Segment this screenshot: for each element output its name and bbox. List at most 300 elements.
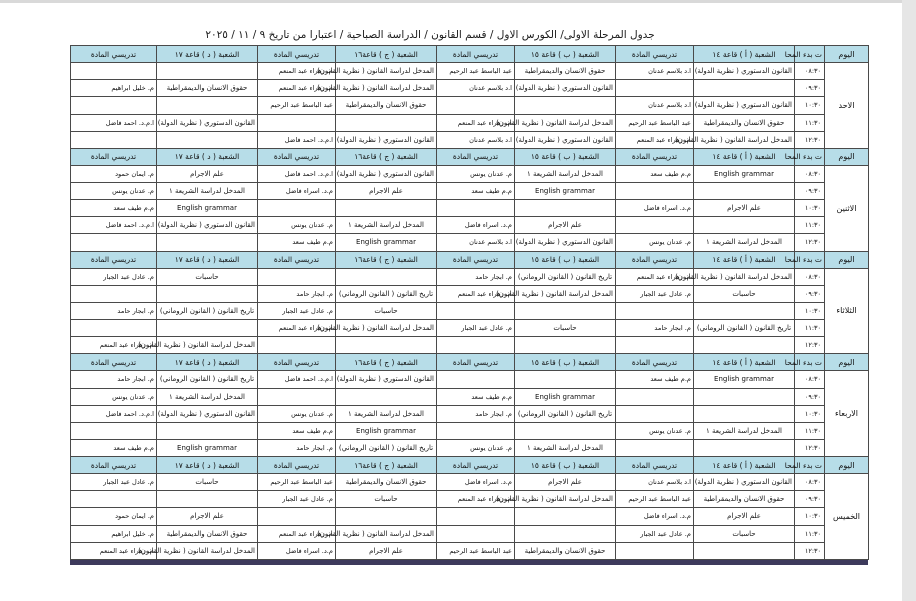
teacher-cell xyxy=(616,337,694,354)
teacher-header: تدريسي المادة xyxy=(71,354,157,371)
teacher-header: تدريسي المادة xyxy=(437,46,515,63)
schedule-row xyxy=(71,234,869,251)
subject-cell: حقوق الانسان والديمقراطية xyxy=(336,97,437,114)
subject-cell xyxy=(336,268,437,285)
teacher-cell xyxy=(258,268,336,285)
start-time: ١٠:٣٠ xyxy=(795,302,825,319)
start-time: ١٠:٣٠ xyxy=(795,200,825,217)
subject-cell: حقوق الانسان والديمقراطية xyxy=(694,114,795,131)
teacher-cell: م. زهراء عبد المنعم xyxy=(258,80,336,97)
teacher-cell xyxy=(616,405,694,422)
schedule-row xyxy=(71,217,869,234)
day-column-header: اليوم xyxy=(825,354,869,371)
subject-cell: المدخل لدراسة الشريعة ١ xyxy=(694,422,795,439)
subject-cell: حقوق الانسان والديمقراطية xyxy=(515,63,616,80)
teacher-cell: م. زهراء عبد المنعم xyxy=(437,114,515,131)
teacher-cell: م.م طيف سعد xyxy=(258,422,336,439)
subject-cell: القانون الدستوري ( نظرية الدولة) xyxy=(336,165,437,182)
section-header: الشعبة ( د ) قاعة ١٧ xyxy=(157,457,258,474)
schedule-row xyxy=(71,97,869,114)
subject-cell: القانون الدستوري ( نظرية الدولة) xyxy=(515,234,616,251)
teacher-cell xyxy=(437,200,515,217)
subject-cell: English grammar xyxy=(157,439,258,456)
subject-cell: تاريخ القانون ( القانون الروماني) xyxy=(336,439,437,456)
day-column-header: اليوم xyxy=(825,148,869,165)
subject-cell xyxy=(694,405,795,422)
teacher-cell xyxy=(437,422,515,439)
start-time: ٠٨:٣٠ xyxy=(795,165,825,182)
teacher-header: تدريسي المادة xyxy=(437,354,515,371)
section-header: الشعبة ( ج ) قاعة١٦ xyxy=(336,251,437,268)
day-column-header: اليوم xyxy=(825,457,869,474)
teacher-cell xyxy=(258,114,336,131)
subject-cell: المدخل لدراسة الشريعة ١ xyxy=(515,439,616,456)
start-time: ٠٨:٣٠ xyxy=(795,63,825,80)
subject-cell: English grammar xyxy=(336,234,437,251)
subject-cell: حاسبات xyxy=(157,474,258,491)
subject-cell: المدخل لدراسة القانون ( نظرية القانون) xyxy=(515,114,616,131)
teacher-cell: ا.د بلاسم عدنان xyxy=(616,474,694,491)
subject-cell: المدخل لدراسة القانون ( نظرية القانون) xyxy=(336,525,437,542)
teacher-cell: م. عادل عبد الجبار xyxy=(616,285,694,302)
subject-cell: English grammar xyxy=(694,371,795,388)
start-time: ٠٨:٣٠ xyxy=(795,268,825,285)
teacher-header: تدريسي المادة xyxy=(616,148,694,165)
subject-cell: English grammar xyxy=(694,165,795,182)
subject-cell: حاسبات xyxy=(336,302,437,319)
schedule-row xyxy=(71,131,869,148)
subject-cell: المدخل لدراسة الشريعة ١ xyxy=(336,405,437,422)
teacher-cell xyxy=(437,302,515,319)
subject-cell: المدخل لدراسة الشريعة ١ xyxy=(694,234,795,251)
teacher-header: تدريسي المادة xyxy=(437,457,515,474)
teacher-cell: م. عادل عبد الجبار xyxy=(258,302,336,319)
subject-cell: علم الاجرام xyxy=(157,508,258,525)
schedule-row xyxy=(71,320,869,337)
schedule-row xyxy=(71,371,869,388)
teacher-cell: ا.م.د. احمد فاضل xyxy=(71,405,157,422)
subject-cell xyxy=(694,337,795,354)
teacher-cell: ا.د بلاسم عدنان xyxy=(616,63,694,80)
viewer-scroll-gutter[interactable] xyxy=(902,0,916,601)
start-time: ١٠:٣٠ xyxy=(795,508,825,525)
time-column-header: ت بدء المحا xyxy=(795,148,825,165)
subject-cell: القانون الدستوري ( نظرية الدولة) xyxy=(157,114,258,131)
teacher-cell: ا.د بلاسم عدنان xyxy=(616,97,694,114)
teacher-cell: م. عادل عبد الجبار xyxy=(71,268,157,285)
teacher-cell xyxy=(71,63,157,80)
teacher-cell: ا.م.د. احمد فاضل xyxy=(71,114,157,131)
subject-cell: علم الاجرام xyxy=(694,200,795,217)
teacher-header: تدريسي المادة xyxy=(71,251,157,268)
teacher-cell: م.م طيف سعد xyxy=(437,183,515,200)
subject-cell: تاريخ القانون ( القانون الروماني) xyxy=(515,405,616,422)
subject-cell xyxy=(515,525,616,542)
document-title: جدول المرحلة الاولى/ الكورس الاول / قسم القانون / الدراسة الصباحية / اعتبارا من تاريخ ٩ / ١١ / ٢٠٢٥ xyxy=(205,29,655,41)
teacher-cell xyxy=(437,97,515,114)
teacher-cell: ا.م.د. احمد فاضل xyxy=(258,165,336,182)
subject-cell: القانون الدستوري ( نظرية الدولة) xyxy=(336,131,437,148)
subject-cell: المدخل لدراسة القانون ( نظرية القانون) xyxy=(157,542,258,559)
subject-cell: المدخل لدراسة القانون ( نظرية القانون) xyxy=(157,337,258,354)
start-time: ٠٩:٣٠ xyxy=(795,388,825,405)
start-time: ١٢:٣٠ xyxy=(795,542,825,559)
subject-cell xyxy=(336,508,437,525)
subject-cell xyxy=(515,302,616,319)
teacher-cell: م.د. اسراء فاضل xyxy=(258,183,336,200)
schedule-row xyxy=(71,80,869,97)
teacher-cell: م.م طيف سعد xyxy=(71,439,157,456)
teacher-cell xyxy=(258,388,336,405)
header-row xyxy=(71,148,869,165)
subject-cell: تاريخ القانون ( القانون الروماني) xyxy=(515,268,616,285)
teacher-cell xyxy=(71,422,157,439)
subject-cell xyxy=(157,320,258,337)
start-time: ١٢:٣٠ xyxy=(795,439,825,456)
time-column-header: ت بدء المحا xyxy=(795,251,825,268)
schedule-row xyxy=(71,405,869,422)
subject-cell: علم الاجرام xyxy=(515,217,616,234)
subject-cell: حاسبات xyxy=(157,268,258,285)
teacher-cell xyxy=(437,525,515,542)
day-column-header: اليوم xyxy=(825,46,869,63)
subject-cell: القانون الدستوري ( نظرية الدولة) xyxy=(157,217,258,234)
schedule-row xyxy=(71,183,869,200)
teacher-cell: م.د. اسراء فاضل xyxy=(437,217,515,234)
subject-cell xyxy=(157,285,258,302)
schedule-row xyxy=(71,542,869,559)
subject-cell: English grammar xyxy=(515,183,616,200)
teacher-cell: م.م طيف سعد xyxy=(258,234,336,251)
teacher-cell: م. خليل ابراهيم xyxy=(71,525,157,542)
subject-cell: علم الاجرام xyxy=(336,183,437,200)
section-header: الشعبة ( د ) قاعة ١٧ xyxy=(157,46,258,63)
teacher-cell: م.م طيف سعد xyxy=(437,388,515,405)
subject-cell: القانون الدستوري ( نظرية الدولة) xyxy=(157,405,258,422)
subject-cell: حقوق الانسان والديمقراطية xyxy=(694,491,795,508)
teacher-cell: م. ابجار حامد xyxy=(437,405,515,422)
teacher-cell: ا.م.د. احمد فاضل xyxy=(258,371,336,388)
teacher-cell: عبد الباسط عبد الرحيم xyxy=(258,97,336,114)
subject-cell: حقوق الانسان والديمقراطية xyxy=(157,80,258,97)
subject-cell: English grammar xyxy=(336,422,437,439)
schedule-row xyxy=(71,422,869,439)
header-row xyxy=(71,457,869,474)
schedule-row xyxy=(71,337,869,354)
subject-cell: علم الاجرام xyxy=(336,542,437,559)
teacher-cell: م. زهراء عبد المنعم xyxy=(437,491,515,508)
start-time: ٠٩:٣٠ xyxy=(795,183,825,200)
teacher-cell xyxy=(71,320,157,337)
section-header: الشعبة ( ب ) قاعة ١٥ xyxy=(515,251,616,268)
start-time: ٠٨:٣٠ xyxy=(795,371,825,388)
subject-cell: المدخل لدراسة القانون ( نظرية القانون) xyxy=(336,80,437,97)
teacher-cell: عبد الباسط عبد الرحيم xyxy=(437,63,515,80)
day-name: الاثنين xyxy=(825,165,869,251)
subject-cell: القانون الدستوري ( نظرية الدولة) xyxy=(515,131,616,148)
teacher-header: تدريسي المادة xyxy=(258,251,336,268)
teacher-cell xyxy=(616,388,694,405)
subject-cell: المدخل لدراسة القانون ( نظرية القانون) xyxy=(694,131,795,148)
schedule-row xyxy=(71,525,869,542)
subject-cell: المدخل لدراسة الشريعة ١ xyxy=(157,388,258,405)
subject-cell xyxy=(336,388,437,405)
teacher-cell xyxy=(437,371,515,388)
teacher-cell: م. عادل عبد الجبار xyxy=(71,474,157,491)
teacher-header: تدريسي المادة xyxy=(437,251,515,268)
section-header: الشعبة ( د ) قاعة ١٧ xyxy=(157,354,258,371)
subject-cell: حقوق الانسان والديمقراطية xyxy=(157,525,258,542)
teacher-cell: م. زهراء عبد المنعم xyxy=(71,337,157,354)
subject-cell: علم الاجرام xyxy=(694,508,795,525)
teacher-cell: ا.د بلاسم عدنان xyxy=(437,234,515,251)
teacher-cell: م. زهراء عبد المنعم xyxy=(437,285,515,302)
teacher-cell xyxy=(616,183,694,200)
start-time: ٠٩:٣٠ xyxy=(795,80,825,97)
section-header: الشعبة ( ب ) قاعة ١٥ xyxy=(515,457,616,474)
subject-cell xyxy=(157,63,258,80)
subject-cell: القانون الدستوري ( نظرية الدولة) xyxy=(694,63,795,80)
subject-cell xyxy=(694,302,795,319)
teacher-cell: ا.م.د. احمد فاضل xyxy=(71,217,157,234)
section-header: الشعبة ( ج ) قاعة١٦ xyxy=(336,148,437,165)
teacher-cell: م. ايمان حمود xyxy=(71,508,157,525)
teacher-header: تدريسي المادة xyxy=(616,251,694,268)
start-time: ١١:٣٠ xyxy=(795,217,825,234)
schedule-row xyxy=(71,474,869,491)
subject-cell: المدخل لدراسة القانون ( نظرية القانون) xyxy=(515,285,616,302)
subject-cell: تاريخ القانون ( القانون الروماني) xyxy=(336,285,437,302)
schedule-row xyxy=(71,165,869,182)
start-time: ١٠:٣٠ xyxy=(795,405,825,422)
teacher-cell xyxy=(437,508,515,525)
subject-cell xyxy=(157,491,258,508)
subject-cell xyxy=(515,200,616,217)
section-header: الشعبة ( أ ) قاعة ١٤ xyxy=(694,148,795,165)
subject-cell: المدخل لدراسة القانون ( نظرية القانون) xyxy=(515,491,616,508)
teacher-cell: م. عدنان يونس xyxy=(437,165,515,182)
subject-cell: حقوق الانسان والديمقراطية xyxy=(336,474,437,491)
subject-cell: المدخل لدراسة القانون ( نظرية القانون) xyxy=(336,63,437,80)
teacher-cell: عبد الباسط عبد الرحيم xyxy=(616,491,694,508)
subject-cell xyxy=(336,200,437,217)
teacher-cell: م. عادل عبد الجبار xyxy=(616,525,694,542)
header-row xyxy=(71,251,869,268)
section-header: الشعبة ( ج ) قاعة١٦ xyxy=(336,46,437,63)
subject-cell xyxy=(694,439,795,456)
teacher-cell: م. ابجار حامد xyxy=(71,302,157,319)
subject-cell: علم الاجرام xyxy=(157,165,258,182)
teacher-cell: م. ابجار حامد xyxy=(258,439,336,456)
teacher-cell: م. عدنان يونس xyxy=(616,422,694,439)
section-header: الشعبة ( ب ) قاعة ١٥ xyxy=(515,46,616,63)
teacher-header: تدريسي المادة xyxy=(616,46,694,63)
teacher-cell: عبد الباسط عبد الرحيم xyxy=(616,114,694,131)
teacher-header: تدريسي المادة xyxy=(437,148,515,165)
time-column-header: ت بدء المحا xyxy=(795,46,825,63)
teacher-cell: م.د. اسراء فاضل xyxy=(616,200,694,217)
document-footer-band xyxy=(70,560,868,565)
section-header: الشعبة ( د ) قاعة ١٧ xyxy=(157,148,258,165)
day-name: الثلاثاء xyxy=(825,268,869,354)
start-time: ٠٩:٣٠ xyxy=(795,491,825,508)
teacher-cell: م.د. اسراء فاضل xyxy=(616,508,694,525)
teacher-cell: م. عدنان يونس xyxy=(71,183,157,200)
subject-cell: علم الاجرام xyxy=(515,474,616,491)
start-time: ١٢:٣٠ xyxy=(795,337,825,354)
subject-cell xyxy=(694,183,795,200)
teacher-cell: م. زهراء عبد المنعم xyxy=(258,320,336,337)
schedule-row xyxy=(71,114,869,131)
teacher-cell xyxy=(258,200,336,217)
teacher-cell: م. زهراء عبد المنعم xyxy=(258,63,336,80)
schedule-row xyxy=(71,388,869,405)
teacher-cell: م. عدنان يونس xyxy=(258,405,336,422)
teacher-cell: م.م طيف سعد xyxy=(71,200,157,217)
teacher-cell xyxy=(71,285,157,302)
teacher-header: تدريسي المادة xyxy=(258,457,336,474)
header-row xyxy=(71,46,869,63)
subject-cell: المدخل لدراسة القانون ( نظرية القانون) xyxy=(694,268,795,285)
section-header: الشعبة ( أ ) قاعة ١٤ xyxy=(694,46,795,63)
teacher-header: تدريسي المادة xyxy=(258,354,336,371)
subject-cell: القانون الدستوري ( نظرية الدولة) xyxy=(694,97,795,114)
subject-cell: المدخل لدراسة الشريعة ١ xyxy=(515,165,616,182)
teacher-cell: م. عدنان يونس xyxy=(258,217,336,234)
schedule-row xyxy=(71,285,869,302)
teacher-cell xyxy=(258,337,336,354)
start-time: ١١:٣٠ xyxy=(795,114,825,131)
subject-cell xyxy=(157,234,258,251)
subject-cell xyxy=(515,371,616,388)
time-column-header: ت بدء المحا xyxy=(795,354,825,371)
schedule-row xyxy=(71,200,869,217)
subject-cell: English grammar xyxy=(515,388,616,405)
subject-cell: المدخل لدراسة القانون ( نظرية القانون) xyxy=(336,320,437,337)
schedule-row xyxy=(71,268,869,285)
schedule-table xyxy=(70,45,869,560)
section-header: الشعبة ( أ ) قاعة ١٤ xyxy=(694,354,795,371)
subject-cell: حاسبات xyxy=(694,525,795,542)
subject-cell: حاسبات xyxy=(515,320,616,337)
subject-cell: القانون الدستوري ( نظرية الدولة) xyxy=(336,371,437,388)
teacher-cell xyxy=(616,302,694,319)
section-header: الشعبة ( أ ) قاعة ١٤ xyxy=(694,457,795,474)
section-header: الشعبة ( ب ) قاعة ١٥ xyxy=(515,354,616,371)
schedule-row xyxy=(71,491,869,508)
teacher-cell xyxy=(71,491,157,508)
subject-cell: تاريخ القانون ( القانون الروماني) xyxy=(157,371,258,388)
subject-cell xyxy=(694,388,795,405)
start-time: ١١:٣٠ xyxy=(795,422,825,439)
teacher-cell xyxy=(616,439,694,456)
teacher-cell xyxy=(71,131,157,148)
subject-cell xyxy=(157,422,258,439)
teacher-cell: م. ابجار حامد xyxy=(616,320,694,337)
teacher-cell xyxy=(258,508,336,525)
start-time: ٠٩:٣٠ xyxy=(795,285,825,302)
section-header: الشعبة ( ج ) قاعة١٦ xyxy=(336,354,437,371)
start-time: ١١:٣٠ xyxy=(795,525,825,542)
subject-cell xyxy=(157,131,258,148)
time-column-header: ت بدء المحا xyxy=(795,457,825,474)
teacher-header: تدريسي المادة xyxy=(616,457,694,474)
teacher-cell: عبد الباسط عبد الرحيم xyxy=(258,474,336,491)
section-header: الشعبة ( ب ) قاعة ١٥ xyxy=(515,148,616,165)
teacher-cell: م. ابجار حامد xyxy=(437,268,515,285)
subject-cell xyxy=(336,337,437,354)
subject-cell: المدخل لدراسة الشريعة ١ xyxy=(336,217,437,234)
teacher-cell xyxy=(616,80,694,97)
subject-cell: القانون الدستوري ( نظرية الدولة) xyxy=(694,474,795,491)
teacher-cell: م. زهراء عبد المنعم xyxy=(616,268,694,285)
teacher-cell: م. زهراء عبد المنعم xyxy=(258,525,336,542)
teacher-cell xyxy=(616,542,694,559)
subject-cell xyxy=(157,97,258,114)
teacher-cell: م.م طيف سعد xyxy=(616,371,694,388)
start-time: ١١:٣٠ xyxy=(795,320,825,337)
subject-cell xyxy=(336,114,437,131)
teacher-cell: م.د. اسراء فاضل xyxy=(258,542,336,559)
teacher-cell: م. ايمان حمود xyxy=(71,165,157,182)
day-name: الاربعاء xyxy=(825,371,869,457)
subject-cell xyxy=(515,337,616,354)
teacher-header: تدريسي المادة xyxy=(258,148,336,165)
teacher-header: تدريسي المادة xyxy=(258,46,336,63)
subject-cell: المدخل لدراسة الشريعة ١ xyxy=(157,183,258,200)
teacher-cell xyxy=(437,337,515,354)
viewer-top-edge xyxy=(0,0,916,3)
teacher-header: تدريسي المادة xyxy=(71,457,157,474)
start-time: ٠٨:٣٠ xyxy=(795,474,825,491)
header-row xyxy=(71,354,869,371)
teacher-cell: م. زهراء عبد المنعم xyxy=(71,542,157,559)
start-time: ١٢:٣٠ xyxy=(795,234,825,251)
subject-cell: حقوق الانسان والديمقراطية xyxy=(515,542,616,559)
teacher-cell: م.د. اسراء فاضل xyxy=(437,474,515,491)
subject-cell xyxy=(515,508,616,525)
subject-cell xyxy=(694,217,795,234)
teacher-cell: م. ابجار حامد xyxy=(258,285,336,302)
schedule-row xyxy=(71,439,869,456)
teacher-cell xyxy=(71,234,157,251)
teacher-cell: م. خليل ابراهيم xyxy=(71,80,157,97)
teacher-cell: م.م طيف سعد xyxy=(616,165,694,182)
teacher-cell: م. عدنان يونس xyxy=(616,234,694,251)
section-header: الشعبة ( د ) قاعة ١٧ xyxy=(157,251,258,268)
subject-cell xyxy=(515,97,616,114)
subject-cell xyxy=(694,542,795,559)
subject-cell xyxy=(515,422,616,439)
day-name: الاحد xyxy=(825,63,869,149)
section-header: الشعبة ( ج ) قاعة١٦ xyxy=(336,457,437,474)
teacher-cell xyxy=(616,217,694,234)
section-header: الشعبة ( أ ) قاعة ١٤ xyxy=(694,251,795,268)
subject-cell: تاريخ القانون ( القانون الروماني) xyxy=(157,302,258,319)
subject-cell: English grammar xyxy=(157,200,258,217)
teacher-cell: م. عدنان يونس xyxy=(437,439,515,456)
schedule-row xyxy=(71,302,869,319)
schedule-row xyxy=(71,508,869,525)
teacher-header: تدريسي المادة xyxy=(71,46,157,63)
day-name: الخميس xyxy=(825,474,869,560)
teacher-cell: عبد الباسط عبد الرحيم xyxy=(437,542,515,559)
teacher-cell: م. زهراء عبد المنعم xyxy=(616,131,694,148)
subject-cell: حاسبات xyxy=(336,491,437,508)
day-column-header: اليوم xyxy=(825,251,869,268)
teacher-cell: م. عادل عبد الجبار xyxy=(437,320,515,337)
teacher-cell: ا.م.د. احمد فاضل xyxy=(258,131,336,148)
